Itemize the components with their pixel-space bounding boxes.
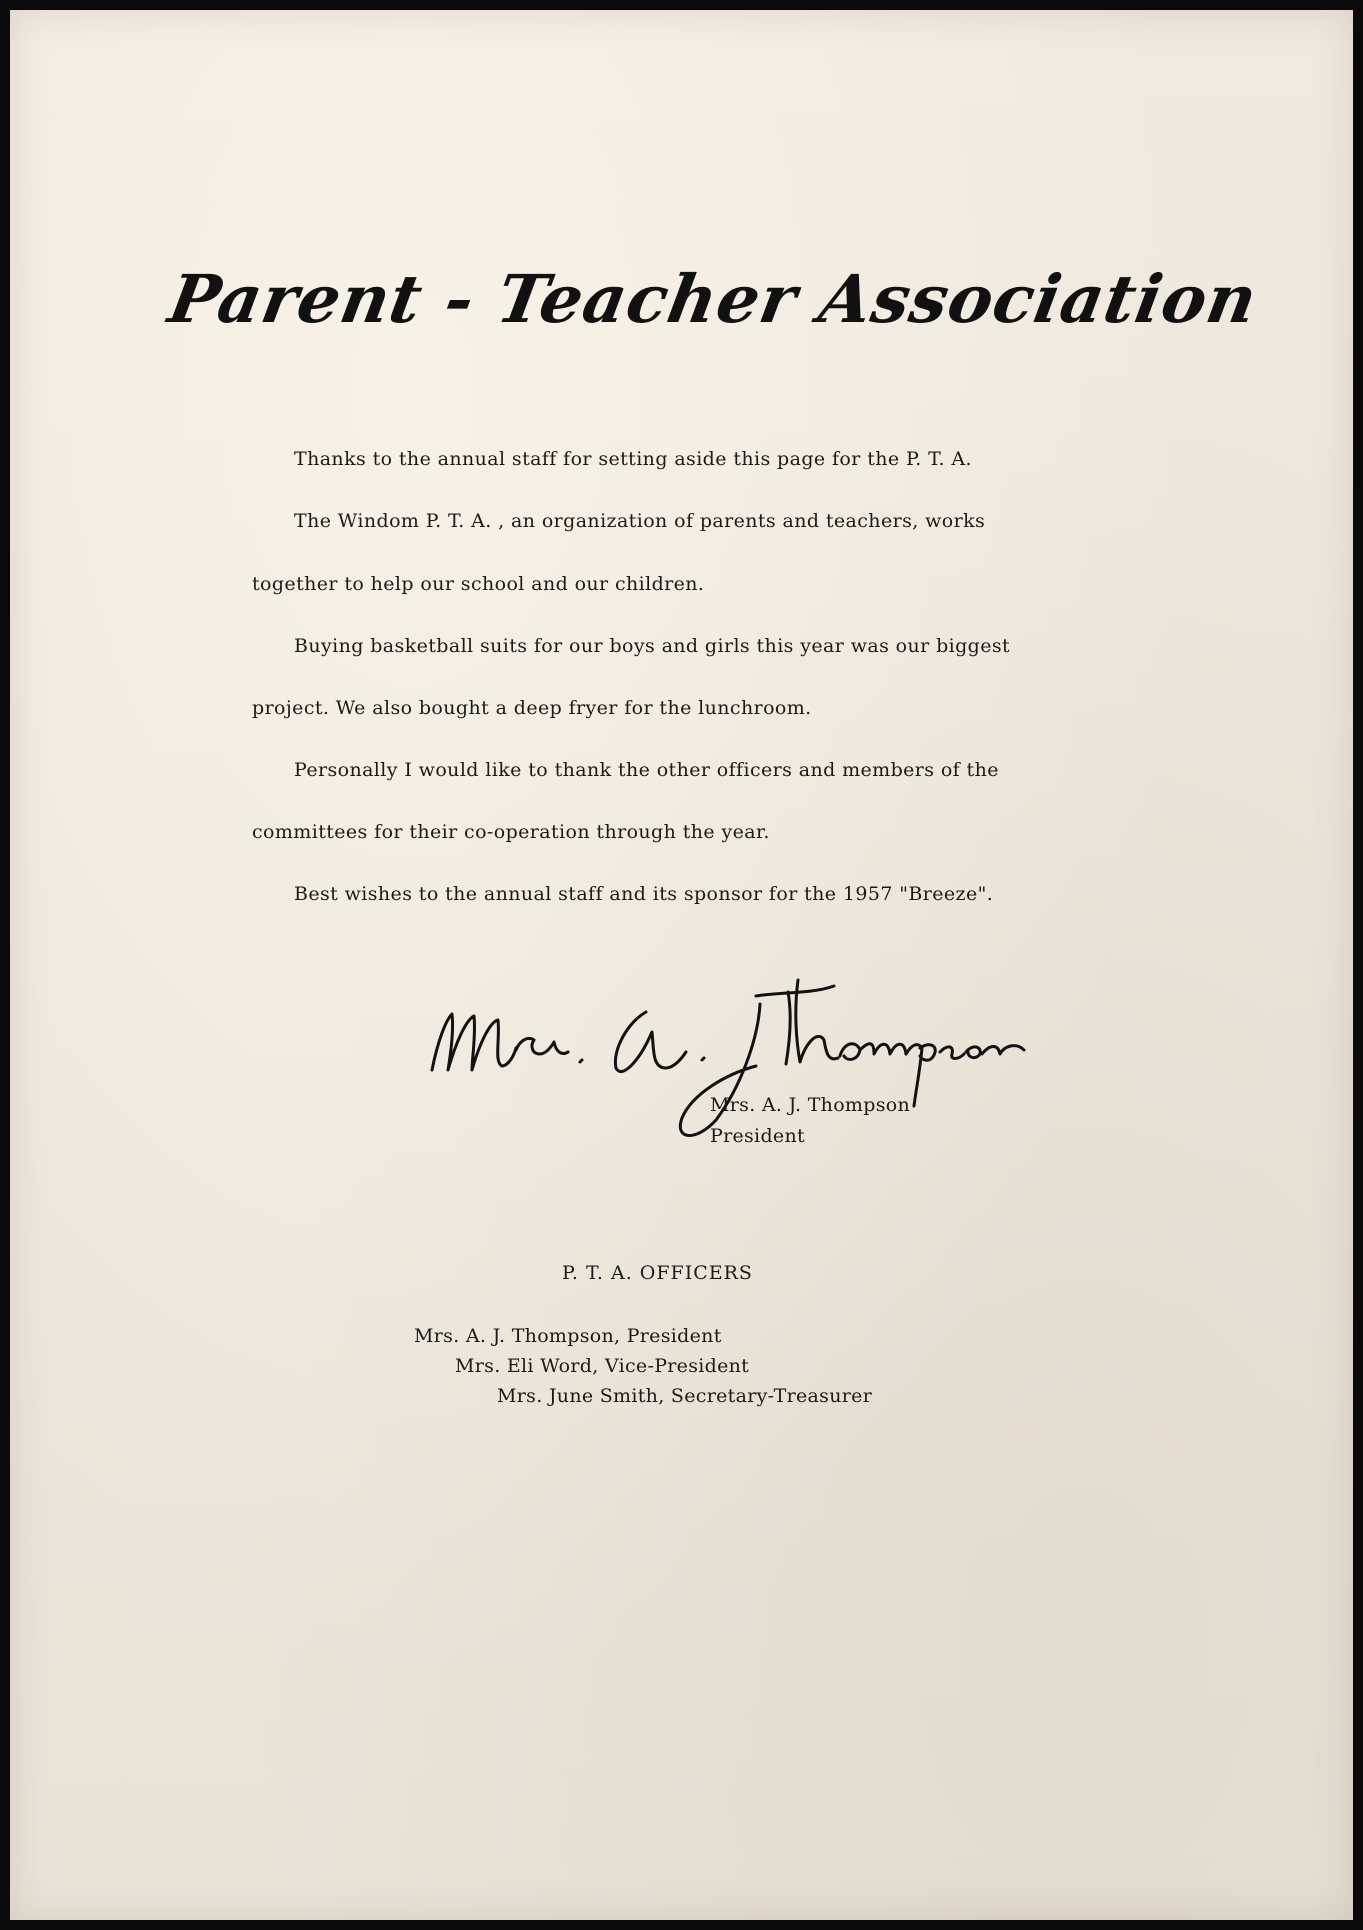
letter-line: committees for their co-operation through the year.	[252, 821, 770, 843]
signatory-title: President	[710, 1125, 805, 1147]
officers-heading: P. T. A. OFFICERS	[562, 1262, 753, 1284]
handwritten-signature	[420, 970, 1060, 1145]
signatory-name: Mrs. A. J. Thompson	[710, 1094, 911, 1116]
letter-line: The Windom P. T. A. , an organization of parents and teachers, works	[294, 510, 986, 532]
letter-line: Thanks to the annual staff for setting aside this page for the P. T. A.	[294, 448, 972, 470]
officer-entry: Mrs. A. J. Thompson, President	[414, 1325, 722, 1347]
letter-line: Best wishes to the annual staff and its sponsor for the 1957 "Breeze".	[294, 883, 994, 905]
letter-line: project. We also bought a deep fryer for the lunchroom.	[252, 697, 812, 719]
page-title: Parent - Teacher Association	[163, 260, 1264, 338]
letter-line: together to help our school and our children.	[252, 573, 705, 595]
officer-entry: Mrs. June Smith, Secretary-Treasurer	[497, 1385, 873, 1407]
yearbook-page	[10, 10, 1353, 1920]
letter-line: Personally I would like to thank the other officers and members of the	[294, 759, 999, 781]
officer-entry: Mrs. Eli Word, Vice-President	[455, 1355, 750, 1377]
letter-line: Buying basketball suits for our boys and girls this year was our biggest	[294, 635, 1011, 657]
